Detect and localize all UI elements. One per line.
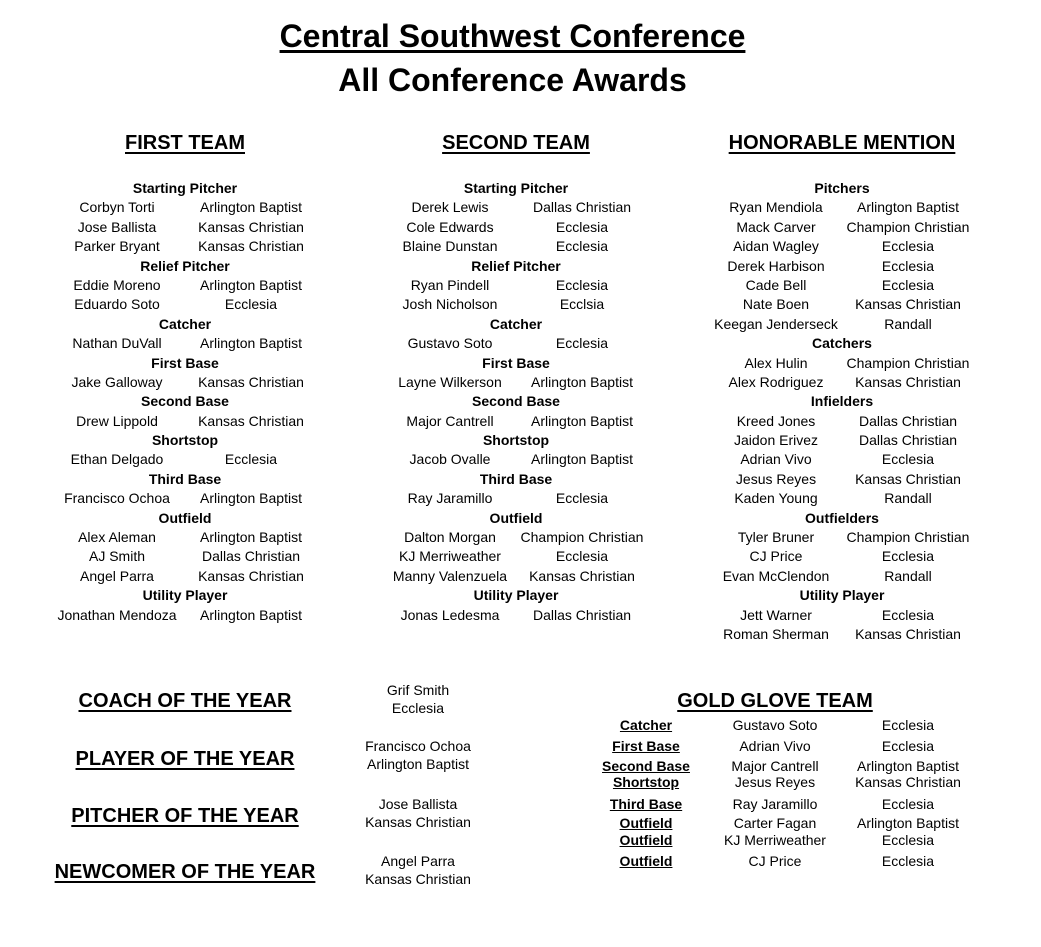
player-name: Layne Wilkerson	[398, 373, 502, 390]
player-name: Mack Carver	[736, 218, 816, 235]
position-label: Second Base	[141, 393, 229, 410]
position-label: Infielders	[810, 393, 874, 410]
player-name: KJ Merriweather	[399, 548, 501, 565]
player-school: Ecclesia	[555, 490, 609, 507]
position-label: Third Base	[148, 470, 222, 487]
winner-school: Kansas Christian	[365, 871, 471, 887]
gold-glove-school: Ecclesia	[881, 853, 935, 869]
gold-glove-row	[0, 716, 1041, 734]
page-subtitle: All Conference Awards	[338, 62, 687, 98]
player-school: Arlington Baptist	[200, 490, 302, 507]
player-name: Nathan DuVall	[72, 335, 162, 352]
player-name: Jett Warner	[740, 606, 812, 623]
gold-glove-school: Ecclesia	[881, 832, 935, 848]
player-school: Champion Christian	[846, 529, 970, 546]
gold-glove-title: GOLD GLOVE TEAM	[677, 690, 873, 712]
player-school: Ecclesia	[881, 276, 935, 293]
player-school: Ecclesia	[555, 276, 609, 293]
player-school: Kansas Christian	[855, 470, 961, 487]
position-label: Pitchers	[814, 180, 870, 196]
position-label: Catcher	[158, 315, 212, 332]
gold-glove-position: Outfield	[619, 832, 673, 848]
gold-glove-position: Shortstop	[612, 774, 680, 790]
position-label: First Base	[482, 354, 550, 371]
player-school: Kansas Christian	[198, 412, 304, 429]
position-label: First Base	[151, 354, 219, 371]
player-school: Randall	[884, 490, 932, 507]
player-name: Manny Valenzuela	[392, 567, 508, 584]
first-team-heading: FIRST TEAM	[125, 132, 245, 154]
player-school: Dallas Christian	[532, 606, 632, 623]
player-school: Ecclesia	[881, 548, 935, 565]
position-label: Starting Pitcher	[132, 180, 238, 196]
player-school: Ecclesia	[555, 218, 609, 235]
position-label: Relief Pitcher	[471, 257, 561, 274]
player-school: Ecclesia	[881, 257, 935, 274]
player-name: Tyler Bruner	[737, 529, 815, 546]
player-name: AJ Smith	[88, 548, 146, 565]
coach-of-the-year-winner	[328, 681, 508, 717]
winner-school: Arlington Baptist	[367, 756, 469, 772]
player-name: CJ Price	[749, 548, 803, 565]
player-name: Ray Jaramillo	[407, 490, 493, 507]
winner-name: Angel Parra	[381, 853, 455, 869]
player-name: Blaine Dunstan	[402, 238, 498, 255]
newcomer-of-the-year-title: NEWCOMER OF THE YEAR	[54, 861, 316, 883]
gold-glove-name: Ray Jaramillo	[732, 796, 818, 812]
position-label: Starting Pitcher	[463, 180, 569, 196]
player-name: Keegan Jenderseck	[714, 315, 838, 332]
player-name: Josh Nicholson	[402, 296, 498, 313]
player-name: Adrian Vivo	[740, 451, 812, 468]
gold-glove-position: Catcher	[619, 717, 673, 733]
player-name: Nate Boen	[742, 296, 810, 313]
gold-glove-name: Gustavo Soto	[732, 717, 818, 733]
player-name: Eddie Moreno	[73, 276, 161, 293]
player-school: Champion Christian	[846, 354, 970, 371]
player-name: Ryan Mendiola	[729, 199, 823, 216]
player-school: Ecclesia	[555, 238, 609, 255]
player-school: Dallas Christian	[201, 548, 301, 565]
gold-glove-name: CJ Price	[748, 853, 802, 869]
winner-name: Francisco Ochoa	[365, 738, 471, 754]
position-label: Catcher	[489, 315, 543, 332]
player-name: Derek Lewis	[411, 199, 489, 216]
player-school: Arlington Baptist	[531, 373, 633, 390]
player-name: Derek Harbison	[727, 257, 825, 274]
player-school: Arlington Baptist	[200, 199, 302, 216]
gold-glove-school: Ecclesia	[881, 738, 935, 754]
player-school: Ecclsia	[559, 296, 605, 313]
player-school: Randall	[884, 567, 932, 584]
player-name: Evan McClendon	[722, 567, 830, 584]
position-label: Second Base	[472, 393, 560, 410]
gold-glove-row	[0, 852, 1041, 870]
position-label: Catchers	[812, 335, 872, 352]
player-school: Randall	[884, 315, 932, 332]
player-school: Arlington Baptist	[531, 412, 633, 429]
player-name: Roman Sherman	[723, 625, 829, 642]
gold-glove-row	[0, 773, 1041, 791]
player-school: Kansas Christian	[198, 567, 304, 584]
player-of-the-year-title: PLAYER OF THE YEAR	[75, 748, 295, 770]
pitcher-of-the-year-title: PITCHER OF THE YEAR	[71, 805, 299, 827]
gold-glove-position: Third Base	[609, 796, 683, 812]
player-school: Ecclesia	[555, 548, 609, 565]
player-name: Eduardo Soto	[74, 296, 160, 313]
player-name: Jake Galloway	[71, 373, 163, 390]
page-title	[0, 16, 1025, 56]
gold-glove-row	[0, 795, 1041, 813]
position-label: Outfielders	[805, 509, 879, 526]
player-school: Arlington Baptist	[200, 276, 302, 293]
gold-glove-school: Arlington Baptist	[857, 758, 959, 774]
gold-glove-name: KJ Merriweather	[724, 832, 826, 848]
player-name: Angel Parra	[80, 567, 154, 584]
player-name: Dalton Morgan	[404, 529, 496, 546]
player-school: Ecclesia	[881, 451, 935, 468]
player-name: Major Cantrell	[406, 412, 494, 429]
position-label: Utility Player	[799, 587, 885, 604]
player-school: Kansas Christian	[198, 218, 304, 235]
player-school: Kansas Christian	[198, 373, 304, 390]
player-school: Kansas Christian	[855, 373, 961, 390]
player-school: Arlington Baptist	[200, 606, 302, 623]
player-school: Ecclesia	[224, 296, 278, 313]
gold-glove-position: Second Base	[602, 758, 690, 774]
player-name: Jesus Reyes	[735, 470, 817, 487]
player-school: Ecclesia	[224, 451, 278, 468]
gold-glove-school: Ecclesia	[881, 717, 935, 733]
winner-school: Kansas Christian	[365, 814, 471, 830]
player-name: Drew Lippold	[76, 412, 158, 429]
second-team-heading: SECOND TEAM	[442, 132, 590, 154]
player-school: Kansas Christian	[855, 625, 961, 642]
player-name: Jonas Ledesma	[400, 606, 500, 623]
winner-name: Grif Smith	[386, 682, 450, 698]
honorable-mention-heading: HONORABLE MENTION	[728, 132, 956, 154]
gold-glove-row	[0, 814, 1041, 832]
player-name: Gustavo Soto	[407, 335, 493, 352]
player-school: Arlington Baptist	[531, 451, 633, 468]
player-name: Alex Aleman	[78, 529, 156, 546]
player-school: Kansas Christian	[529, 567, 635, 584]
player-school: Arlington Baptist	[200, 529, 302, 546]
player-name: Cade Bell	[745, 276, 807, 293]
player-name: Aidan Wagley	[733, 238, 819, 255]
player-school: Dallas Christian	[532, 199, 632, 216]
player-school: Arlington Baptist	[857, 199, 959, 216]
gold-glove-school: Ecclesia	[881, 796, 935, 812]
player-school: Kansas Christian	[198, 238, 304, 255]
player-school: Champion Christian	[846, 218, 970, 235]
player-name: Kaden Young	[734, 490, 818, 507]
player-name: Ethan Delgado	[70, 451, 164, 468]
player-name: Ryan Pindell	[410, 276, 490, 293]
player-school: Champion Christian	[520, 529, 644, 546]
gold-glove-position: Outfield	[619, 853, 673, 869]
player-school: Ecclesia	[555, 335, 609, 352]
position-label: Utility Player	[142, 587, 228, 604]
player-school: Ecclesia	[881, 238, 935, 255]
player-name: Francisco Ochoa	[64, 490, 170, 507]
gold-glove-name: Major Cantrell	[731, 758, 819, 774]
player-school: Kansas Christian	[855, 296, 961, 313]
gold-glove-school: Arlington Baptist	[857, 815, 959, 831]
winner-school: Ecclesia	[391, 700, 445, 716]
position-label: Shortstop	[151, 432, 219, 449]
gold-glove-position: First Base	[612, 738, 680, 754]
position-label: Utility Player	[473, 587, 559, 604]
gold-glove-name: Jesus Reyes	[734, 774, 816, 790]
player-school: Arlington Baptist	[200, 335, 302, 352]
gold-glove-name: Carter Fagan	[733, 815, 817, 831]
player-name: Jonathan Mendoza	[57, 606, 177, 623]
position-label: Relief Pitcher	[140, 257, 230, 274]
gold-glove-row	[0, 831, 1041, 849]
player-school: Dallas Christian	[858, 432, 958, 449]
gold-glove-row	[0, 737, 1041, 755]
winner-name: Jose Ballista	[378, 796, 458, 812]
player-name: Corbyn Torti	[79, 199, 155, 216]
player-name: Kreed Jones	[736, 412, 816, 429]
position-label: Shortstop	[482, 432, 550, 449]
player-name: Parker Bryant	[74, 238, 160, 255]
position-label: Third Base	[479, 470, 553, 487]
player-school: Ecclesia	[881, 606, 935, 623]
player-school: Dallas Christian	[858, 412, 958, 429]
player-name: Jaidon Erivez	[733, 432, 819, 449]
player-name: Alex Rodriguez	[728, 373, 824, 390]
player-name: Jose Ballista	[77, 218, 157, 235]
gold-glove-school: Kansas Christian	[855, 774, 961, 790]
conference-title: Central Southwest Conference	[279, 18, 746, 54]
gold-glove-name: Adrian Vivo	[739, 738, 811, 754]
position-label: Outfield	[489, 509, 543, 526]
gold-glove-position: Outfield	[619, 815, 673, 831]
player-name: Jacob Ovalle	[409, 451, 491, 468]
player-name: Cole Edwards	[406, 218, 494, 235]
position-label: Outfield	[158, 509, 212, 526]
coach-of-the-year-title: COACH OF THE YEAR	[78, 690, 292, 712]
player-name: Alex Hulin	[744, 354, 808, 371]
